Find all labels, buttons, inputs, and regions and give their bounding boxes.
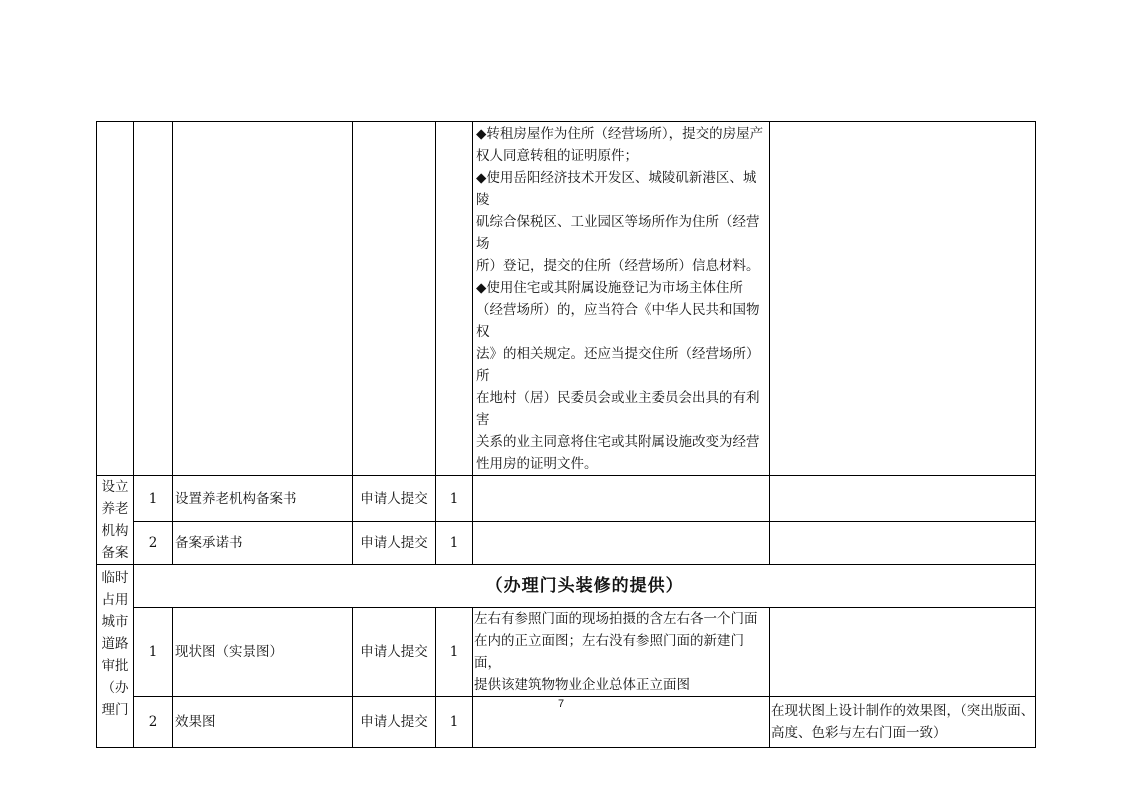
material-name: 现状图（实景图） xyxy=(173,608,353,697)
requirement-line: ◆转租房屋作为住所（经营场所），提交的房屋产 xyxy=(476,126,764,142)
material-copies: 1 xyxy=(436,697,473,748)
cont-copies-cell xyxy=(436,122,473,476)
material-source: 申请人提交 xyxy=(353,608,436,697)
section-title: （办理门头装修的提供） xyxy=(134,565,1036,608)
material-requirement xyxy=(473,476,770,522)
category-line: 备案 xyxy=(101,545,129,561)
material-name: 备案承诺书 xyxy=(173,522,353,565)
cont-requirement-cell xyxy=(473,122,770,476)
requirement-line: 权人同意转租的证明原件； xyxy=(476,148,638,164)
material-requirement xyxy=(473,522,770,565)
requirement-line: 性用房的证明文件。 xyxy=(476,456,598,472)
cont-name-cell xyxy=(173,122,353,476)
requirement-line: 所）登记，提交的住所（经营场所）信息材料。 xyxy=(476,258,760,274)
row-number: 2 xyxy=(134,697,173,748)
row-number: 1 xyxy=(134,608,173,697)
category-line: 占用 xyxy=(101,592,129,608)
table-row xyxy=(97,522,1036,565)
material-source: 申请人提交 xyxy=(353,476,436,522)
requirement-line: 矶综合保税区、工业园区等场所作为住所（经营场 xyxy=(476,214,760,252)
table-row xyxy=(97,608,1036,697)
page-number: 7 xyxy=(557,698,565,710)
category-line: 理门 xyxy=(101,702,129,718)
category-line: 养老 xyxy=(101,501,129,517)
materials-table-wrapper xyxy=(96,121,1036,748)
cont-note-cell xyxy=(770,122,1036,476)
requirement-line: 提供该建筑物物业企业总体正立面图 xyxy=(474,677,690,693)
material-source: 申请人提交 xyxy=(353,522,436,565)
requirement-line: 关系的业主同意将住宅或其附属设施改变为经营 xyxy=(476,434,760,450)
category-line: 道路 xyxy=(101,636,129,652)
materials-table xyxy=(96,121,1036,748)
category-line: 临时 xyxy=(101,570,129,586)
continuation-row xyxy=(97,122,1036,476)
category-line: （办 xyxy=(101,680,129,696)
row-number: 2 xyxy=(134,522,173,565)
requirement-line: ◆使用岳阳经济技术开发区、城陵矶新港区、城陵 xyxy=(476,170,757,208)
note-line: 在现状图上设计制作的效果图，（突出版面、 xyxy=(771,703,1035,719)
category-cell-road xyxy=(97,565,134,748)
requirement-line: 在地村（居）民委员会或业主委员会出具的有利害 xyxy=(476,390,760,428)
category-cell-pension xyxy=(97,476,134,565)
material-name: 效果图 xyxy=(173,697,353,748)
material-name: 设置养老机构备案书 xyxy=(173,476,353,522)
cont-no-cell xyxy=(134,122,173,476)
category-line: 城市 xyxy=(101,614,129,630)
category-line: 机构 xyxy=(101,523,129,539)
requirement-line: （经营场所）的，应当符合《中华人民共和国物权 xyxy=(476,302,760,340)
cont-source-cell xyxy=(353,122,436,476)
material-copies: 1 xyxy=(436,608,473,697)
section-row xyxy=(97,565,1036,608)
requirement-line: ◆使用住宅或其附属设施登记为市场主体住所 xyxy=(476,280,743,296)
requirement-line: 法》的相关规定。还应当提交住所（经营场所）所 xyxy=(476,346,760,384)
material-source: 申请人提交 xyxy=(353,697,436,748)
material-requirement xyxy=(473,608,770,697)
requirement-line: 左右有参照门面的现场拍摄的含左右各一个门面 xyxy=(474,611,758,627)
cont-category-cell xyxy=(97,122,134,476)
material-note xyxy=(770,522,1036,565)
category-line: 设立 xyxy=(101,479,129,495)
material-copies: 1 xyxy=(436,522,473,565)
requirement-line: 在内的正立面图；左右没有参照门面的新建门面， xyxy=(474,633,744,671)
category-line: 审批 xyxy=(101,658,129,674)
row-number: 1 xyxy=(134,476,173,522)
table-row xyxy=(97,476,1036,522)
material-copies: 1 xyxy=(436,476,473,522)
material-note xyxy=(770,608,1036,697)
material-note xyxy=(770,476,1036,522)
note-line: 高度、色彩与左右门面一致） xyxy=(771,725,947,741)
